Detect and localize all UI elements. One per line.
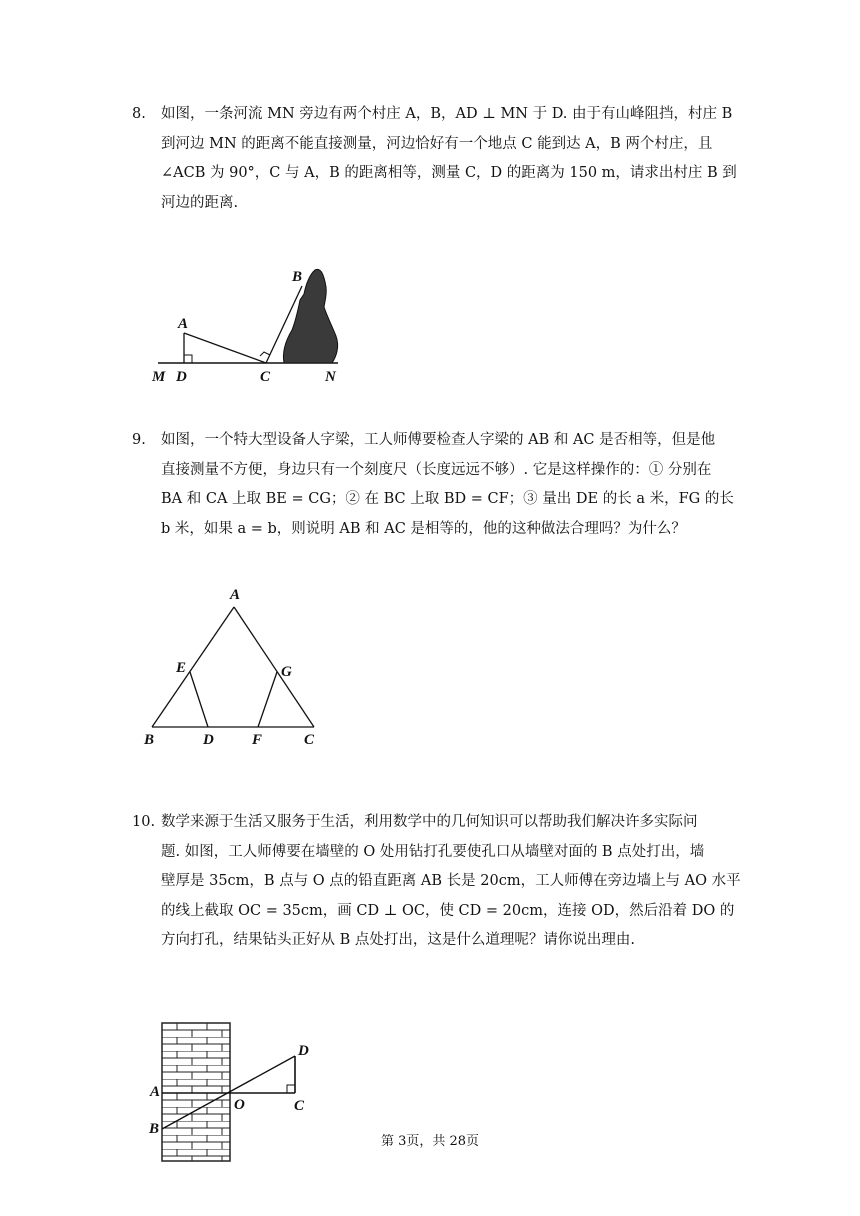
label-B: B [144, 732, 155, 748]
problem-number: 9. [132, 432, 146, 448]
label-C: C [294, 1098, 305, 1114]
segment-DE [190, 672, 208, 727]
label-D: D [203, 732, 214, 748]
problem-text-line: 壁厚是 35cm，B 点与 O 点的铅直距离 AB 长是 20cm，工人师傅在旁边墙上与 AO 水平 [161, 873, 741, 889]
problem-text-line: 的线上截取 OC = 35cm，画 CD ⊥ OC，使 CD = 20cm，连接 OD，然后沿着 DO 的 [161, 902, 735, 919]
figure-truss [138, 580, 338, 750]
label-A: A [178, 316, 189, 332]
problem-number: 10. [132, 814, 156, 830]
segment-AC [234, 607, 314, 727]
problem-text-line: 河边的距离. [161, 194, 239, 211]
label-A: A [230, 587, 241, 603]
figure-wall-drilling [140, 1015, 340, 1175]
segment-FG [258, 672, 277, 727]
problem-text-line: 到河边 MN 的距离不能直接测量，河边恰好有一个地点 C 能到达 A，B 两个村庄，且 [161, 135, 713, 152]
label-C: C [260, 369, 271, 385]
label-N: N [325, 369, 336, 385]
problem-text-line: 如图，一个特大型设备人字梁，工人师傅要检查人字梁的 AB 和 AC 是否相等，但是他 [161, 432, 716, 448]
label-C: C [304, 732, 315, 748]
page-footer: 第 3页，共 28页 [380, 1134, 480, 1149]
problem-text-line: 方向打孔，结果钻头正好从 B 点处打出，这是什么道理呢？请你说出理由. [161, 932, 635, 948]
problem-text-line: 数学来源于生活又服务于生活，利用数学中的几何知识可以帮助我们解决许多实际问 [161, 814, 698, 830]
problem-text-line: 如图，一条河流 MN 旁边有两个村庄 A，B，AD ⊥ MN 于 D. 由于有山峰阻挡，村庄 B [161, 106, 733, 122]
problem-number: 8. [132, 106, 146, 122]
segment-AC [184, 333, 266, 363]
problem-text-line: ∠ACB 为 90°，C 与 A，B 的距离相等，测量 C，D 的距离为 150 m，请求出村庄 B 到 [161, 165, 737, 181]
problem-text-line: BA 和 CA 上取 BE = CG；② 在 BC 上取 BD = CF；③ 量出 DE 的长 a 米，FG 的长 [161, 491, 734, 507]
label-M: M [152, 369, 166, 385]
label-O: O [234, 1097, 245, 1113]
label-D: D [298, 1043, 309, 1059]
label-E: E [176, 660, 187, 676]
label-A: A [150, 1084, 161, 1100]
problem-text-line: b 米，如果 a = b，则说明 AB 和 AC 是相等的，他的这种做法合理吗？为什么？ [161, 520, 686, 537]
label-F: F [252, 732, 263, 748]
label-D: D [176, 369, 187, 385]
label-G: G [281, 664, 292, 680]
figure-river-village [140, 260, 360, 390]
right-angle-mark-D [184, 355, 192, 363]
label-B: B [292, 269, 303, 285]
right-angle-mark-C [260, 352, 270, 356]
segment-AB [152, 607, 234, 727]
label-B: B [149, 1121, 160, 1137]
problem-text-line: 直接测量不方便，身边只有一个刻度尺（长度远远不够）. 它是这样操作的：① 分别在 [161, 461, 712, 478]
problem-text-line: 题. 如图，工人师傅要在墙壁的 O 处用钻打孔要使孔口从墙壁对面的 B 点处打出，墙 [161, 843, 705, 860]
right-angle-mark-C [287, 1085, 295, 1093]
